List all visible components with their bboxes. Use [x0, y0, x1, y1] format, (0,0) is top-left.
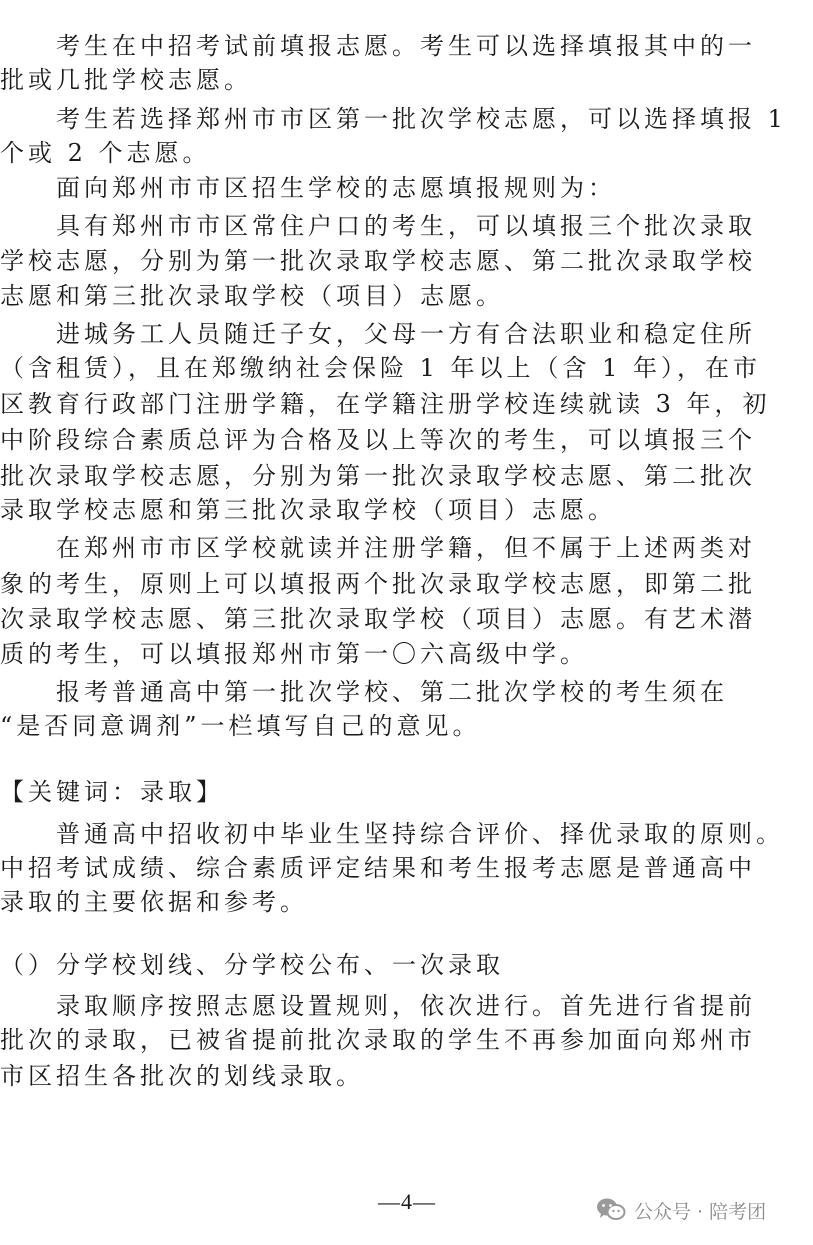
text-line: 区教育行政部门注册学籍，在学籍注册学校连续就读 3 年，初	[0, 390, 771, 418]
text-line: 面向郑州市市区招生学校的志愿填报规则为：	[0, 174, 616, 202]
text-line: 个或 2 个志愿。	[0, 139, 211, 167]
text-line: 质的考生，可以填报郑州市第一〇六高级中学。	[0, 640, 588, 668]
text-line: 具有郑州市市区常住户口的考生，可以填报三个批次录取	[0, 212, 756, 240]
text-line: 录取顺序按照志愿设置规则，依次进行。首先进行省提前	[0, 992, 756, 1020]
text-line: 进城务工人员随迁子女，父母一方有合法职业和稳定住所	[0, 320, 756, 348]
text-line: 报考普通高中第一批次学校、第二批次学校的考生须在	[0, 678, 728, 706]
watermark-text: 公众号 · 陪考团	[634, 1200, 767, 1223]
text-line: 中阶段综合素质总评为合格及以上等次的考生，可以填报三个	[0, 426, 756, 454]
text-line: 市区招生各批次的划线录取。	[0, 1062, 364, 1090]
text-line: 批次录取学校志愿，分别为第一批次录取学校志愿、第二批次	[0, 462, 756, 490]
text-line: 考生在中招考试前填报志愿。考生可以选择填报其中的一	[0, 32, 756, 60]
text-line: 批或几批学校志愿。	[0, 66, 252, 94]
text-line: 志愿和第三批次录取学校（项目）志愿。	[0, 282, 504, 310]
watermark	[596, 1194, 766, 1226]
text-line: 在郑州市市区学校就读并注册学籍，但不属于上述两类对	[0, 534, 756, 562]
text-line: 次录取学校志愿、第三批次录取学校（项目）志愿。有艺术潜	[0, 605, 756, 633]
subsection-heading: （）分学校划线、分学校公布、一次录取	[0, 951, 504, 979]
text-line: 录取的主要依据和参考。	[0, 888, 308, 916]
text-line: 普通高中招收初中毕业生坚持综合评价、择优录取的原则。	[0, 820, 784, 848]
section-heading: 【关键词：录取】	[0, 778, 224, 806]
text-line: 象的考生，原则上可以填报两个批次录取学校志愿，即第二批	[0, 570, 756, 598]
text-line: 学校志愿，分别为第一批次录取学校志愿、第二批次录取学校	[0, 247, 756, 275]
wechat-icon	[596, 1197, 626, 1223]
text-line: 考生若选择郑州市市区第一批次学校志愿，可以选择填报 1	[0, 105, 787, 133]
text-line: 批次的录取，已被省提前批次录取的学生不再参加面向郑州市	[0, 1026, 756, 1054]
page-number: —4—	[378, 1189, 436, 1214]
text-line: （含租赁），且在郑缴纳社会保险 1 年以上（含 1 年），在市	[0, 354, 762, 382]
text-line: 录取学校志愿和第三批次录取学校（项目）志愿。	[0, 496, 616, 524]
text-line: “是否同意调剂”一栏填写自己的意见。	[0, 712, 481, 740]
text-line: 中招考试成绩、综合素质评定结果和考生报考志愿是普通高中	[0, 854, 756, 882]
